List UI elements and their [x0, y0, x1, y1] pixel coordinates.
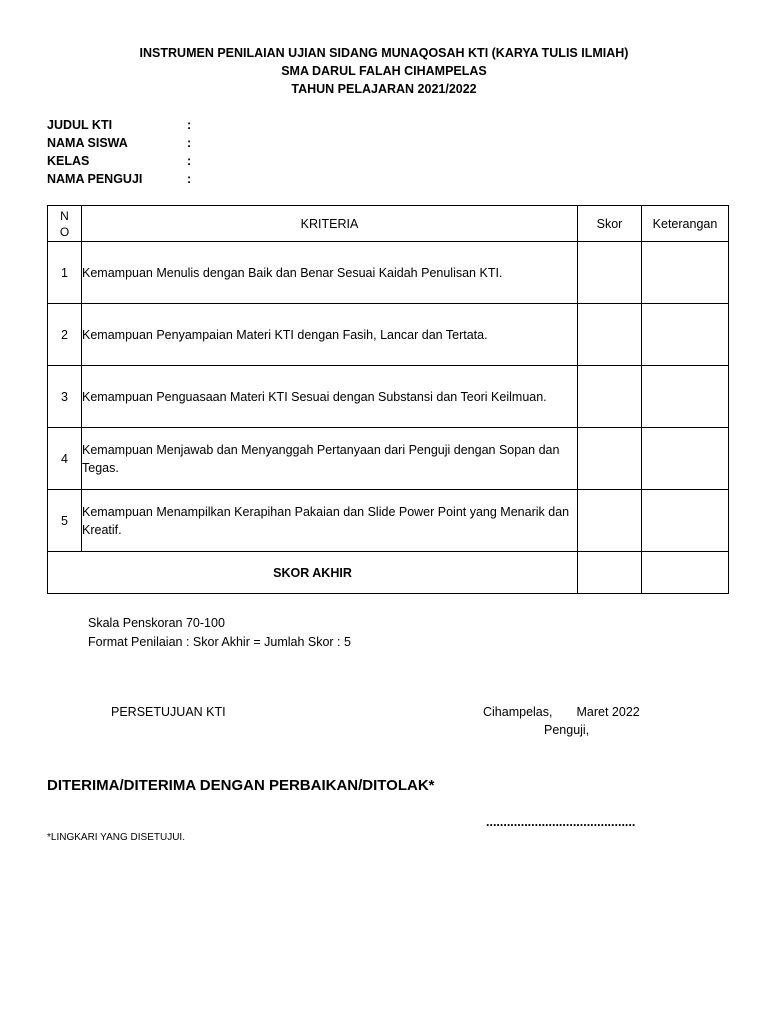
final-score-label: SKOR AKHIR — [48, 552, 578, 594]
score-cell[interactable] — [578, 428, 642, 490]
header-note: Keterangan — [642, 206, 729, 242]
identity-colon: : — [187, 118, 192, 132]
score-cell[interactable] — [578, 490, 642, 552]
row-criteria: Kemampuan Penguasaan Materi KTI Sesuai dengan Substansi dan Teori Keilmuan. — [82, 366, 578, 428]
header-school: SMA DARUL FALAH CIHAMPELAS — [281, 64, 487, 78]
identity-fields — [47, 116, 191, 188]
decision-options: DITERIMA/DITERIMA DENGAN PERBAIKAN/DITOLAK* — [47, 777, 435, 794]
header-score: Skor — [578, 206, 642, 242]
table-row — [48, 366, 729, 428]
identity-label: NAMA SISWA — [47, 136, 128, 150]
final-score-row — [48, 552, 729, 594]
final-note-cell[interactable] — [642, 552, 729, 594]
score-cell[interactable] — [578, 366, 642, 428]
place-date — [483, 705, 640, 719]
header-no: N O — [48, 206, 82, 242]
footnote: *LINGKARI YANG DISETUJUI. — [47, 832, 185, 843]
row-criteria: Kemampuan Menulis dengan Baik dan Benar Sesuai Kaidah Penulisan KTI. — [82, 242, 578, 304]
approval-label: PERSETUJUAN KTI — [111, 705, 226, 719]
header-criteria: KRITERIA — [82, 206, 578, 242]
scoring-scale: Skala Penskoran 70-100 — [88, 616, 225, 630]
table-row — [48, 242, 729, 304]
header-year: TAHUN PELAJARAN 2021/2022 — [291, 82, 477, 96]
identity-label: NAMA PENGUJI — [47, 172, 143, 186]
table-row — [48, 428, 729, 490]
identity-label: KELAS — [47, 154, 90, 168]
row-number: 3 — [48, 366, 82, 428]
note-cell[interactable] — [642, 428, 729, 490]
document-header — [0, 44, 768, 98]
identity-row-examiner — [47, 170, 191, 188]
score-cell[interactable] — [578, 304, 642, 366]
examiner-label: Penguji, — [544, 723, 590, 737]
row-number: 5 — [48, 490, 82, 552]
identity-colon: : — [187, 154, 192, 168]
identity-colon: : — [187, 136, 192, 150]
note-cell[interactable] — [642, 304, 729, 366]
final-score-cell[interactable] — [578, 552, 642, 594]
note-cell[interactable] — [642, 490, 729, 552]
identity-label: JUDUL KTI — [47, 118, 113, 132]
row-criteria: Kemampuan Menjawab dan Menyanggah Pertanyaan dari Penguji dengan Sopan dan Tegas. — [82, 428, 578, 490]
row-criteria: Kemampuan Menampilkan Kerapihan Pakaian dan Slide Power Point yang Menarik dan Kreatif. — [82, 490, 578, 552]
scoring-notes — [88, 614, 351, 652]
table-header-row — [48, 206, 729, 242]
assessment-table — [47, 205, 729, 594]
identity-row-student — [47, 134, 191, 152]
row-number: 4 — [48, 428, 82, 490]
identity-row-class — [47, 152, 191, 170]
row-criteria: Kemampuan Penyampaian Materi KTI dengan Fasih, Lancar dan Tertata. — [82, 304, 578, 366]
table-row — [48, 304, 729, 366]
place: Cihampelas, — [483, 705, 553, 719]
score-cell[interactable] — [578, 242, 642, 304]
scoring-format: Format Penilaian : Skor Akhir = Jumlah Skor : 5 — [88, 635, 351, 649]
note-cell[interactable] — [642, 366, 729, 428]
identity-colon: : — [187, 172, 192, 186]
table-row — [48, 490, 729, 552]
date-month: Maret 2022 — [576, 705, 640, 719]
row-number: 1 — [48, 242, 82, 304]
note-cell[interactable] — [642, 242, 729, 304]
signature-line: ........................................... — [486, 815, 636, 829]
header-title: INSTRUMEN PENILAIAN UJIAN SIDANG MUNAQOSAH KTI (KARYA TULIS ILMIAH) — [139, 46, 629, 60]
row-number: 2 — [48, 304, 82, 366]
identity-row-title — [47, 116, 191, 134]
